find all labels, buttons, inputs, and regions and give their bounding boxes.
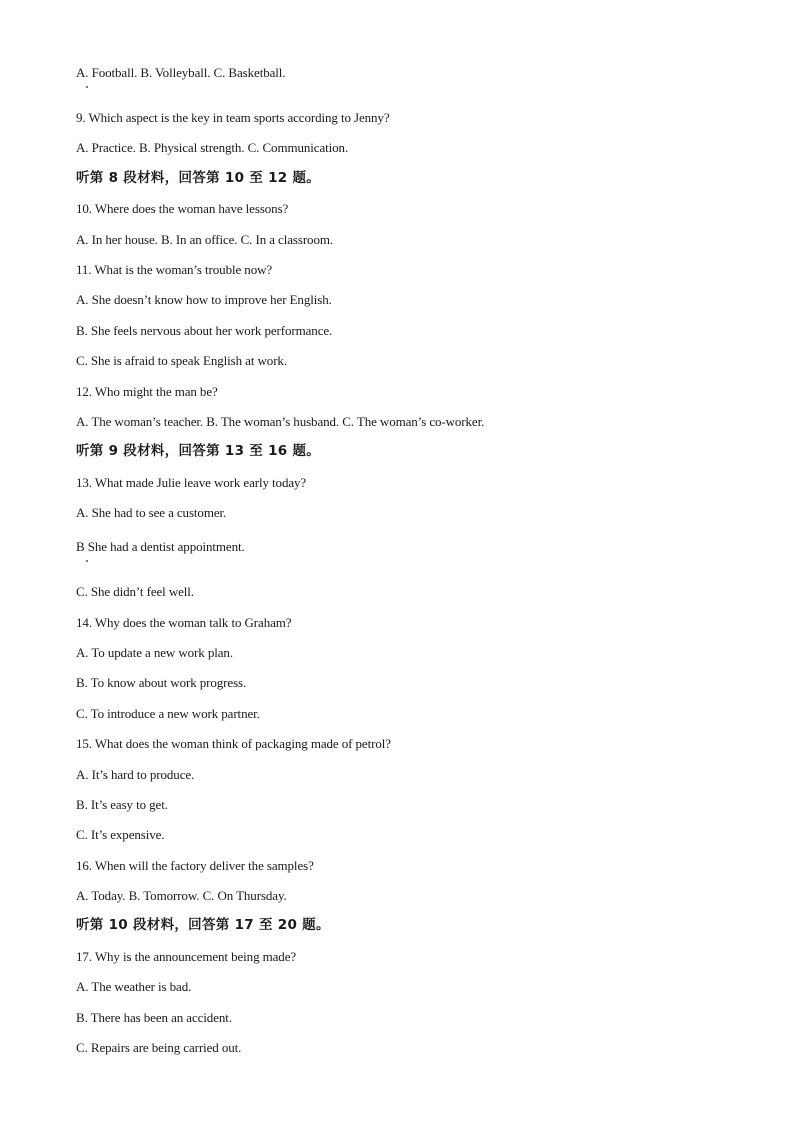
q13-question: 13. What made Julie leave work early today? — [76, 475, 307, 490]
q10-options: A. In her house. B. In an office. C. In a classroom. — [76, 232, 334, 247]
q12-question: 12. Who might the man be? — [76, 384, 218, 399]
q17-option-a: A. The weather is bad. — [76, 979, 192, 994]
q17-option-c: C. Repairs are being carried out. — [76, 1040, 242, 1055]
q12-options: A. The woman’s teacher. B. The woman’s husband. C. The woman’s co-worker. — [76, 414, 485, 429]
q16-options: A. Today. B. Tomorrow. C. On Thursday. — [76, 888, 287, 903]
q9-question: 9. Which aspect is the key in team sports according to Jenny? — [76, 110, 390, 125]
q11-question: 11. What is the woman’s trouble now? — [76, 262, 273, 277]
q11-option-b: B. She feels nervous about her work performance. — [76, 323, 333, 338]
q15-option-a: A. It’s hard to produce. — [76, 767, 195, 782]
q14-question: 14. Why does the woman talk to Graham? — [76, 615, 292, 630]
q13-option-b: B She had a dentist appointment. — [76, 539, 245, 554]
q17-option-b: B. There has been an accident. — [76, 1010, 232, 1025]
q11-option-c: C. She is afraid to speak English at work. — [76, 353, 287, 368]
section-heading-8: 听第 8 段材料，回答第 10 至 12 题。 — [76, 170, 321, 186]
stray-dot — [86, 86, 88, 88]
q17-question: 17. Why is the announcement being made? — [76, 949, 297, 964]
section-heading-9: 听第 9 段材料，回答第 13 至 16 题。 — [76, 443, 321, 459]
q14-option-c: C. To introduce a new work partner. — [76, 706, 260, 721]
q15-question: 15. What does the woman think of packaging made of petrol? — [76, 736, 391, 751]
q14-option-a: A. To update a new work plan. — [76, 645, 233, 660]
q8-options: A. Football. B. Volleyball. C. Basketball. — [76, 65, 286, 80]
q14-option-b: B. To know about work progress. — [76, 675, 247, 690]
q13-option-c: C. She didn’t feel well. — [76, 584, 194, 599]
q13-option-a: A. She had to see a customer. — [76, 505, 227, 520]
section-heading-10: 听第 10 段材料，回答第 17 至 20 题。 — [76, 917, 330, 933]
q16-question: 16. When will the factory deliver the samples? — [76, 858, 314, 873]
q15-option-c: C. It’s expensive. — [76, 827, 165, 842]
stray-dot — [86, 560, 88, 562]
q15-option-b: B. It’s easy to get. — [76, 797, 168, 812]
q9-options: A. Practice. B. Physical strength. C. Communication. — [76, 140, 349, 155]
q10-question: 10. Where does the woman have lessons? — [76, 201, 289, 216]
q11-option-a: A. She doesn’t know how to improve her English. — [76, 292, 332, 307]
